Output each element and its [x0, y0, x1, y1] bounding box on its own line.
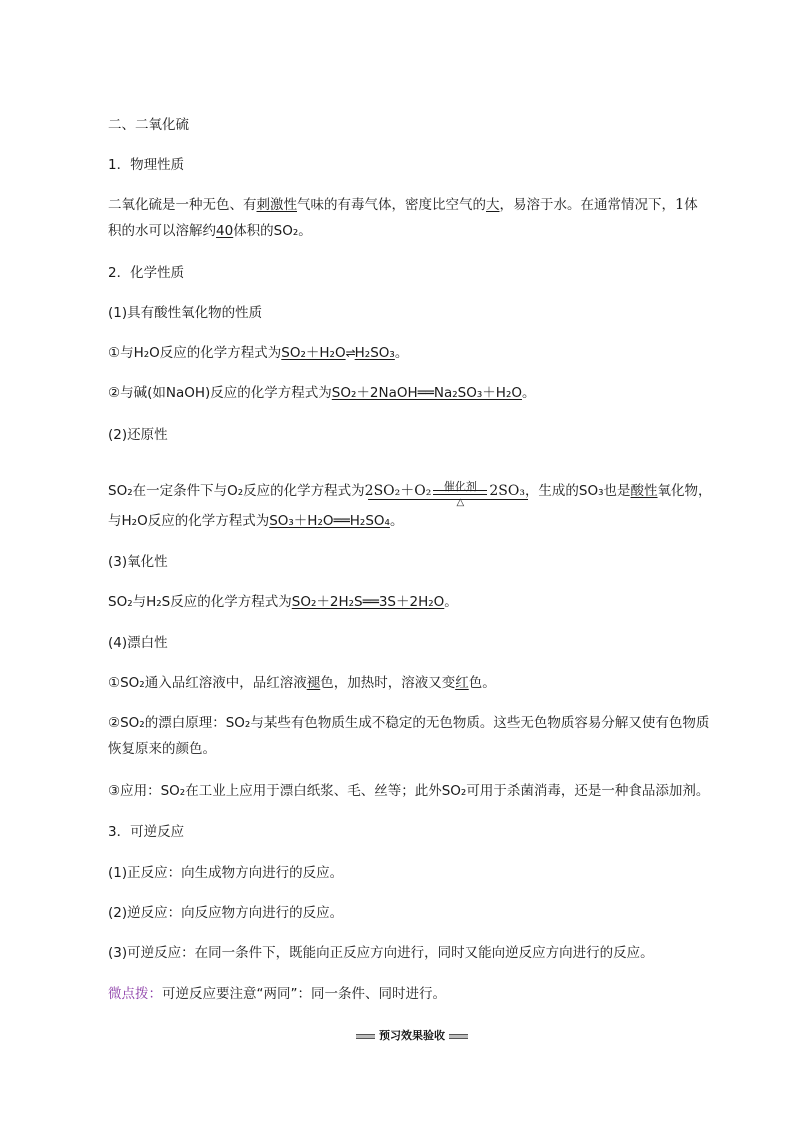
forward-reaction: (1)正反应：向生成物方向进行的反应。 — [108, 865, 344, 881]
subheading-reducibility: (2)还原性 — [108, 427, 168, 443]
subheading-oxidizing: (3)氧化性 — [108, 554, 168, 570]
equation-so2-h2s: SO₂与H₂S反应的化学方程式为SO₂＋2H₂S══3S＋2H₂O。 — [108, 594, 458, 610]
bleaching-point-2-line2: 恢复原来的颜色。 — [108, 741, 216, 757]
heading-chemical-properties: 2．化学性质 — [108, 265, 185, 281]
catalyst-arrow: 催化剂 △ — [433, 478, 487, 504]
section-badge — [356, 1027, 468, 1043]
subheading-acidic-oxide: (1)具有酸性氧化物的性质 — [108, 305, 263, 321]
reverse-reaction: (2)逆反应：向反应物方向进行的反应。 — [108, 905, 344, 921]
bleaching-point-2-line1: ②SO₂的漂白原理：SO₂与某些有色物质生成不稳定的无色物质。这些无色物质容易分解又使有色物质 — [108, 715, 710, 731]
equation-so2-water: ①与H₂O反应的化学方程式为SO₂＋H₂O⇌H₂SO₃。 — [108, 345, 409, 361]
equation-so2-naoh: ②与碱(如NaOH)反应的化学方程式为SO₂＋2NaOH══Na₂SO₃＋H₂O。 — [108, 385, 536, 401]
equation-so3-water: 与H₂O反应的化学方程式为SO₃＋H₂O══H₂SO₄。 — [108, 513, 404, 529]
paragraph-physical-line1: 二氧化硫是一种无色、有刺激性气味的有毒气体，密度比空气的大，易溶于水。在通常情况下，1体 — [108, 197, 698, 213]
equation-so2-oxygen: SO₂在一定条件下与O₂反应的化学方程式为2SO₂＋O₂ 催化剂 △ 2SO₃，生成的SO₃也是酸性氧化物， — [108, 480, 712, 508]
reversible-reaction-definition: (3)可逆反应：在同一条件下，既能向正反应方向进行，同时又能向逆反应方向进行的反应。 — [108, 945, 654, 961]
badge-label: 预习效果验收 — [375, 1027, 449, 1043]
equation-underline — [368, 499, 528, 500]
heading-reversible-reaction: 3．可逆反应 — [108, 824, 185, 840]
paragraph-physical-line2: 积的水可以溶解约40体积的SO₂。 — [108, 223, 312, 239]
subheading-bleaching: (4)漂白性 — [108, 635, 168, 651]
section-title: 二、二氧化硫 — [108, 117, 189, 133]
bleaching-point-1: ①SO₂通入品红溶液中，品红溶液褪色，加热时，溶液又变红色。 — [108, 675, 496, 691]
tip-label: 微点拨： — [108, 986, 162, 1002]
heading-physical-properties: 1．物理性质 — [108, 157, 185, 173]
bleaching-point-3: ③应用：SO₂在工业上应用于漂白纸浆、毛、丝等；此外SO₂可用于杀菌消毒，还是一种食品添加剂。 — [108, 783, 710, 799]
tip-note: 微点拨：可逆反应要注意“两同”：同一条件、同时进行。 — [108, 986, 446, 1002]
